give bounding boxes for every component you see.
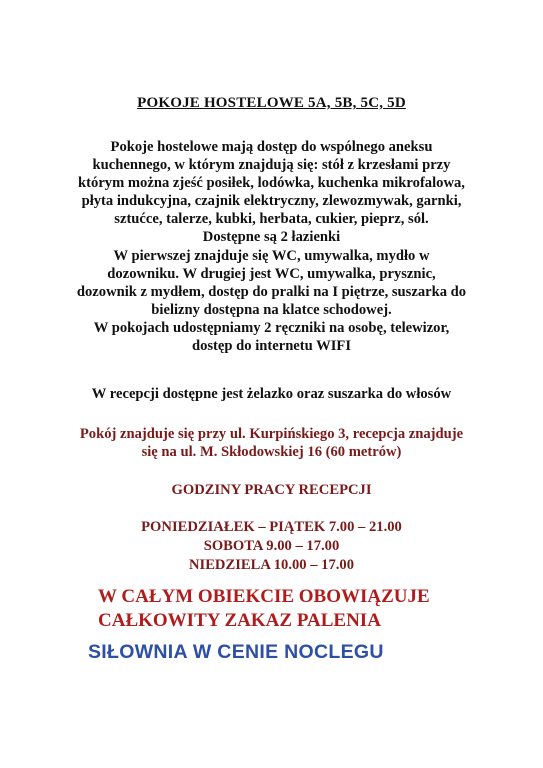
page-title: POKOJE HOSTELOWE 5A, 5B, 5C, 5D [137, 95, 406, 111]
reception-note: W recepcji dostępne jest żelazko oraz suszarka do włosów [91, 386, 452, 402]
description-line: W pierwszej znajduje się WC, umywalka, mydło w [113, 247, 430, 264]
description-line: Pokoje hostelowe mają dostęp do wspólnego aneksu [110, 139, 433, 155]
hours-sunday: NIEDZIELA 10.00 – 17.00 [188, 557, 355, 573]
smoking-ban-line: CAŁKOWITY ZAKAZ PALENIA [98, 610, 381, 631]
description-line: płyta indukcyjna, czajnik elektryczny, zlewozmywak, garnki, [81, 193, 462, 210]
hours-weekdays: PONIEDZIAŁEK – PIĄTEK 7.00 – 21.00 [141, 519, 402, 535]
description-line: Dostępne są 2 łazienki [202, 229, 341, 246]
hours-title: GODZINY PRACY RECEPCJI [171, 482, 372, 498]
description-line: W pokojach udostępniamy 2 ręczniki na osobę, telewizor, [93, 319, 450, 336]
address-line: się na ul. M. Skłodowskiej 16 (60 metrów) [141, 444, 402, 461]
description-line: dozowniku. W drugiej jest WC, umywalka, prysznic, [107, 265, 436, 282]
description-line: sztućce, talerze, kubki, herbata, cukier, pieprz, sól. [114, 211, 429, 228]
description-line: bielizny dostępna na klatce schodowej. [151, 301, 392, 318]
smoking-ban-line: W CAŁYM OBIEKCIE OBOWIĄZUJE [98, 586, 430, 607]
address-info [40, 425, 503, 461]
description-line: kuchennego, w którym znajdują się: stół z krzesłami przy [92, 157, 451, 174]
gym-note: SIŁOWNIA W CENIE NOCLEGU [88, 641, 384, 663]
hours-saturday: SOBOTA 9.00 – 17.00 [203, 538, 340, 554]
description-line: dozownik z mydłem, dostęp do pralki na I piętrze, suszarka do [76, 283, 467, 300]
description-line: dostęp do internetu WIFI [191, 338, 352, 355]
description-line: którym można zjeść posiłek, lodówka, kuchenka mikrofalowa, [78, 175, 465, 192]
opening-hours [0, 518, 543, 575]
address-line: Pokój znajduje się przy ul. Kurpińskiego 3, recepcja znajduje [79, 426, 464, 442]
room-description [40, 138, 503, 355]
smoking-ban-notice [98, 585, 518, 633]
